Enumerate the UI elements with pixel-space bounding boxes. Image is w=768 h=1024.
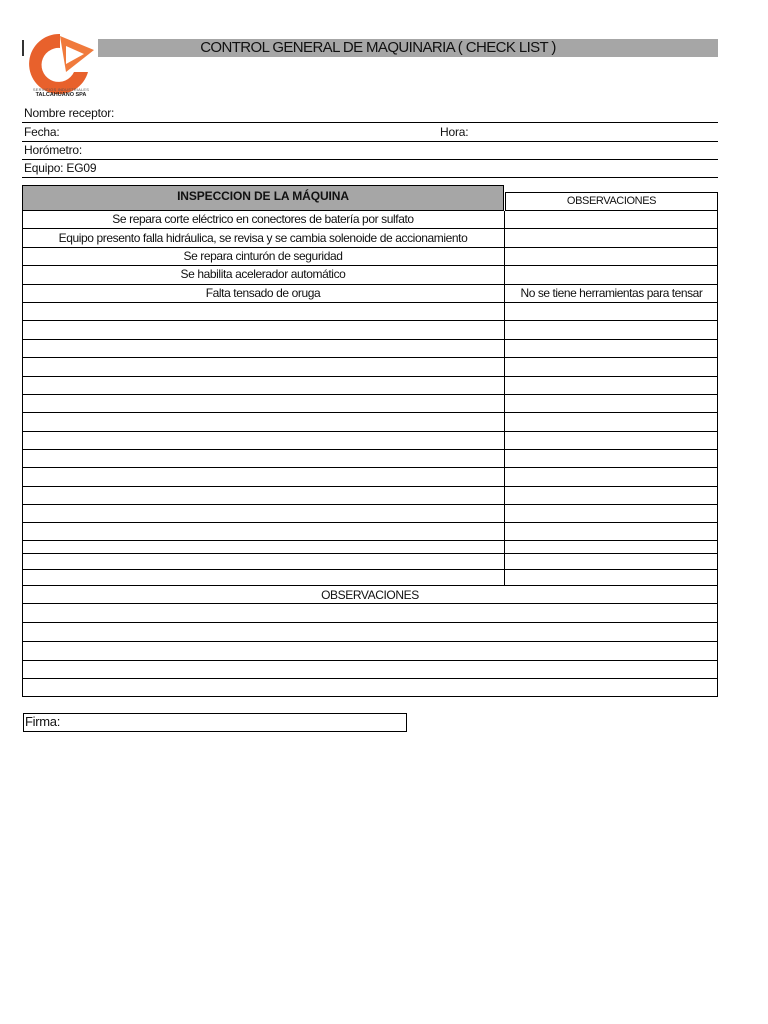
table-row-line bbox=[22, 553, 718, 554]
table-row-line bbox=[22, 641, 718, 642]
table-row-line bbox=[22, 622, 718, 623]
table-row-line bbox=[22, 678, 718, 679]
fecha-label: Fecha: bbox=[24, 125, 60, 139]
horometro-label: Horómetro: bbox=[24, 143, 83, 157]
table-row-line bbox=[22, 339, 718, 340]
table-row-line bbox=[22, 603, 718, 604]
table-row-line bbox=[22, 467, 718, 468]
table-row-line bbox=[22, 394, 718, 395]
table-row-line bbox=[22, 357, 718, 358]
table-row-line bbox=[22, 449, 718, 450]
table-row-line bbox=[22, 302, 718, 303]
equipo-label: Equipo: EG09 bbox=[24, 161, 97, 175]
inspection-header: INSPECCION DE LA MÁQUINA bbox=[177, 189, 349, 203]
observations-section-title: OBSERVACIONES bbox=[321, 588, 419, 602]
inspection-item: Falta tensado de oruga bbox=[205, 286, 321, 300]
observations-header: OBSERVACIONES bbox=[566, 195, 657, 207]
divider bbox=[22, 177, 718, 178]
inspection-observation: No se tiene herramientas para tensar bbox=[520, 286, 703, 300]
signature-label: Firma: bbox=[25, 714, 61, 729]
table-row-line bbox=[22, 540, 718, 541]
hora-label: Hora: bbox=[440, 125, 469, 139]
inspection-item: Equipo presento falla hidráulica, se revisa y se cambia solenoide de accionamiento bbox=[58, 231, 468, 245]
logo-company-name: TALCAHUANO SPA bbox=[35, 92, 87, 98]
divider bbox=[22, 159, 718, 160]
divider bbox=[22, 122, 718, 123]
table-row-line bbox=[22, 320, 718, 321]
table-row-line bbox=[22, 569, 718, 570]
inspection-item: Se habilita acelerador automático bbox=[180, 267, 346, 281]
table-column-divider bbox=[504, 211, 505, 585]
divider bbox=[22, 141, 718, 142]
inspection-item: Se repara corte eléctrico en conectores de batería por sulfato bbox=[112, 212, 414, 226]
table-row-line bbox=[22, 376, 718, 377]
table-row-line bbox=[22, 431, 718, 432]
inspection-item: Se repara cinturón de seguridad bbox=[183, 249, 343, 263]
receptor-label: Nombre receptor: bbox=[24, 106, 115, 120]
table-row-line bbox=[22, 585, 718, 586]
table-row-line bbox=[22, 660, 718, 661]
table-row-line bbox=[22, 504, 718, 505]
logo-subtitle: SERVICIOS INDUSTRIALES bbox=[32, 87, 90, 92]
page-title: CONTROL GENERAL DE MAQUINARIA ( CHECK LIST ) bbox=[200, 39, 556, 56]
signature-field[interactable] bbox=[23, 713, 407, 732]
table-row-line bbox=[22, 522, 718, 523]
table-row-line bbox=[22, 412, 718, 413]
table-row-line bbox=[22, 696, 718, 697]
table-row-line bbox=[22, 486, 718, 487]
